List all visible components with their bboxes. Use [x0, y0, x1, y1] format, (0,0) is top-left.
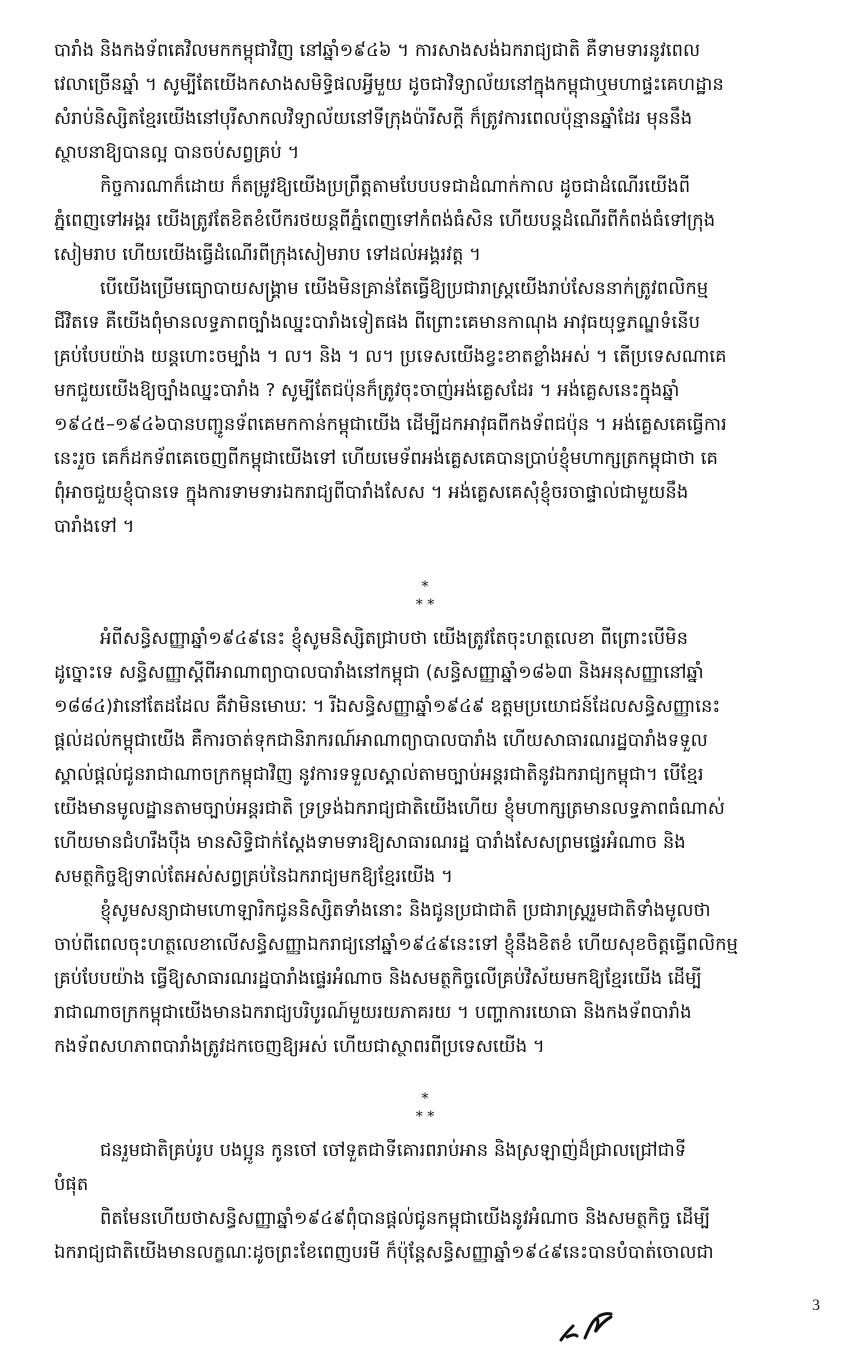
paragraph-5-line-3: គ្រប់បែបយ៉ាង ធ្វើឱ្យសាធារណរដ្ឋបារាំងផ្ទេរអំណាច និងសមត្ថកិច្ចលើគ្រប់វិស័យមកឱ្យខ្មែរយើង ដើម្បី [54, 968, 702, 989]
page-number: 3 [812, 1297, 820, 1314]
paragraph-3-line-1: បើយើងប្រើមធ្យោបាយសង្គ្រាម យើងមិនគ្រាន់តែធ្វើឱ្យប្រជារាស្ត្រយើងរាប់សែននាក់ត្រូវពលិកម្ម [100, 278, 709, 299]
paragraph-2-line-3: សៀមរាប ហើយយើងធ្វើដំណើរពីក្រុងសៀមរាប ទៅដល់អង្គរវត្ត ។ [54, 244, 481, 265]
paragraph-7-line-1: ពិតមែនហើយថាសន្ធិសញ្ញាឆ្នាំ១៩៤៩ពុំបានផ្តល់ជូនកម្ពុជាយើងនូវអំណាច និងសមត្ថកិច្ច ដើម្បី [100, 1208, 711, 1229]
section-separator-stars: * * [415, 597, 435, 613]
section-separator-stars-2: * * [415, 1109, 435, 1125]
paragraph-3-line-3: គ្រប់បែបយ៉ាង យន្តហោះចម្បាំង ។ ល។ និង ។ ល។ ប្រទេសយើងខ្វះខាតខ្លាំងអស់ ។ តើប្រទេសណាគេ [54, 346, 727, 367]
paragraph-3-line-5: ១៩៤៥–១៩៤៦បានបញ្ជូនទ័ពគេមកកាន់កម្ពុជាយើង ដើម្បីដកអាវុធពីកងទ័ពជប៉ុន ។ អង់គ្លេសគេធ្វើការ [54, 414, 727, 435]
paragraph-1-line-4: ស្ថាបនាឱ្យបានល្អ បានចប់សព្វគ្រប់ ។ [54, 142, 300, 163]
paragraph-2-line-1: កិច្ចការណាក៏ដោយ ក៏តម្រូវឱ្យយើងប្រព្រឹត្តតាមបែបបទជាដំណាក់កាល ដូចជាដំណើរយើងពី [100, 176, 691, 197]
paragraph-4-line-3: ១៨៨៤)វានៅតែដដែល គឺវាមិនមោឃៈ ។ រីឯសន្ធិសញ្ញាឆ្នាំ១៩៤៩ ឧត្តមប្រយោជន៍ដែលសន្ធិសញ្ញានេះ [54, 696, 721, 717]
paragraph-3-line-7: ពុំអាចជួយខ្ញុំបានទេ ក្នុងការទាមទារឯករាជ្យពីបារាំងសែស ។ អង់គ្លេសគេសុំខ្ញុំចរចាផ្ទាល់ជាមួយនឹង [54, 482, 689, 503]
paragraph-5-line-4: រាជាណាចក្រកម្ពុជាយើងមានឯករាជ្យបរិបូរណ៍មួយរយភាគរយ ។ បញ្ហាការយោធា និងកងទ័ពបារាំង [54, 1002, 692, 1023]
paragraph-4-line-1: អំពីសន្ធិសញ្ញាឆ្នាំ១៩៤៩នេះ ខ្ញុំសូមនិស្សិតជ្រាបថា យើងត្រូវតែចុះហត្ថលេខា ពីព្រោះបើមិន [100, 628, 689, 649]
paragraph-5-line-1: ខ្ញុំសូមសន្យាជាមហោឡារិកជូននិស្សិតទាំងនោះ និងជូនប្រជាជាតិ ប្រជារាស្ត្ររួមជាតិទាំងមូលថា [100, 900, 711, 921]
section-separator-star: * [421, 579, 429, 595]
paragraph-3-line-8: បារាំងទៅ ។ [54, 516, 135, 537]
paragraph-4-line-2: ដូច្នោះទេ សន្ធិសញ្ញាស្តីពីអាណាព្យាបាលបារាំងនៅកម្ពុជា (សន្ធិសញ្ញាឆ្នាំ១៨៦៣ និងអនុសញ្ញានៅឆ្នាំ [54, 662, 704, 683]
paragraph-3-line-2: ជីវិតទេ គឺយើងពុំមានលទ្ធភាពច្បាំងឈ្នះបារាំងទៀតផង ពីព្រោះគេមានកាណុង អាវុធយុទ្ធភណ្ឌទំនើប [54, 312, 701, 333]
paragraph-5-line-5: កងទ័ពសហភាពបារាំងត្រូវដកចេញឱ្យអស់ ហើយជាស្ថាពរពីប្រទេសយើង ។ [54, 1036, 545, 1057]
paragraph-1-line-2: វេលាច្រើនឆ្នាំ ។ សូម្បីតែយើងកសាងសមិទ្ធិផលអ្វីមួយ ដូចជាវិទ្យាល័យនៅក្នុងកម្ពុជាឬមហាផ្ទះគេហដ្ឋាន [54, 74, 724, 95]
paragraph-4-line-6: យើងមានមូលដ្ឋានតាមច្បាប់អន្តរជាតិ ទ្រទ្រង់ឯករាជ្យជាតិយើងហើយ ខ្ញុំមហាក្សត្រមានលទ្ធភាពធំណាស់ [54, 798, 725, 819]
paragraph-4-line-4: ផ្តល់ដល់កម្ពុជាយើង គឺការចាត់ទុកជានិរាករណ៍អាណាព្យាបាលបារាំង ហើយសាធារណរដ្ឋបារាំងទទួល [54, 730, 708, 751]
paragraph-3-line-6: នេះរួច គេក៏ដកទ័ពគេចេញពីកម្ពុជាយើងទៅ ហើយមេទ័ពអង់គ្លេសគេបានប្រាប់ខ្ញុំមហាក្សត្រកម្ពុជាថា គេ [54, 448, 718, 469]
paragraph-4-line-5: ស្គាល់ផ្តល់ជូនរាជាណាចក្រកម្ពុជាវិញ នូវការទទួលស្គាល់តាមច្បាប់អន្តរជាតិនូវឯករាជ្យកម្ពុជា។ បើខ្មែរ [54, 764, 704, 785]
paragraph-4-line-8: សមត្ថកិច្ចឱ្យទាល់តែអស់សព្វគ្រប់នៃឯករាជ្យមកឱ្យខ្មែរយើង ។ [54, 866, 453, 887]
paragraph-7-line-2: ឯករាជ្យជាតិយើងមានលក្ខណៈដូចព្រះខែពេញបរមី ក៏ប៉ុន្តែសន្ធិសញ្ញាឆ្នាំ១៩៤៩នេះបានបំបាត់ចោលជា [54, 1242, 714, 1263]
paragraph-6-line-1: ជនរួមជាតិគ្រប់រូប បងប្អូន កូនចៅ ចៅទួតជាទីគោរពរាប់អាន និងស្រឡាញ់ដ៏ជ្រាលជ្រៅជាទី [100, 1140, 687, 1161]
paragraph-6-line-2: បំផុត [54, 1174, 89, 1195]
paragraph-1-line-3: សំរាប់និស្សិតខ្មែរយើងនៅបុរីសាកលវិទ្យាល័យនៅទីក្រុងប៉ារីសក្តី ក៏ត្រូវការពេលប៉ុន្មានឆ្នាំដែរ មុននឹង [54, 108, 693, 129]
paragraph-4-line-7: ហើយមានជំហរឹងប៉ឹង មានសិទ្ធិជាក់ស្តែងទាមទារឱ្យសាធារណរដ្ឋ បារាំងសែសព្រមផ្ទេរអំណាច និង [54, 832, 686, 853]
paragraph-3-line-4: មកជួយយើងឱ្យច្បាំងឈ្នះបារាំង ? សូម្បីតែជប៉ុនក៏ត្រូវចុះចាញ់អង់គ្លេសដែរ ។ អង់គ្លេសនេះក្នុងឆ្នាំ [54, 380, 680, 401]
handwritten-initials-signature [555, 1310, 615, 1345]
paragraph-2-line-2: ភ្នំពេញទៅអង្គរ យើងត្រូវតែខិតខំបើករថយន្តពីភ្នំពេញទៅកំពង់ធំសិន ហើយបន្តដំណើរពីកំពង់ធំទៅក្រុង [54, 210, 716, 231]
paragraph-5-line-2: ចាប់ពីពេលចុះហត្ថលេខាលើសន្ធិសញ្ញាឯករាជ្យនៅឆ្នាំ១៩៤៩នេះទៅ ខ្ញុំនឹងខិតខំ ហើយសុខចិត្តធ្វើពលិកម្ម [54, 934, 738, 955]
paragraph-1-line-1: បារាំង និងកងទ័ពគេវិលមកកម្ពុជាវិញ នៅឆ្នាំ១៩៤៦ ។ ការសាងសង់ឯករាជ្យជាតិ គឺទាមទារនូវពេល [54, 40, 701, 61]
section-separator-star-2: * [421, 1091, 429, 1107]
